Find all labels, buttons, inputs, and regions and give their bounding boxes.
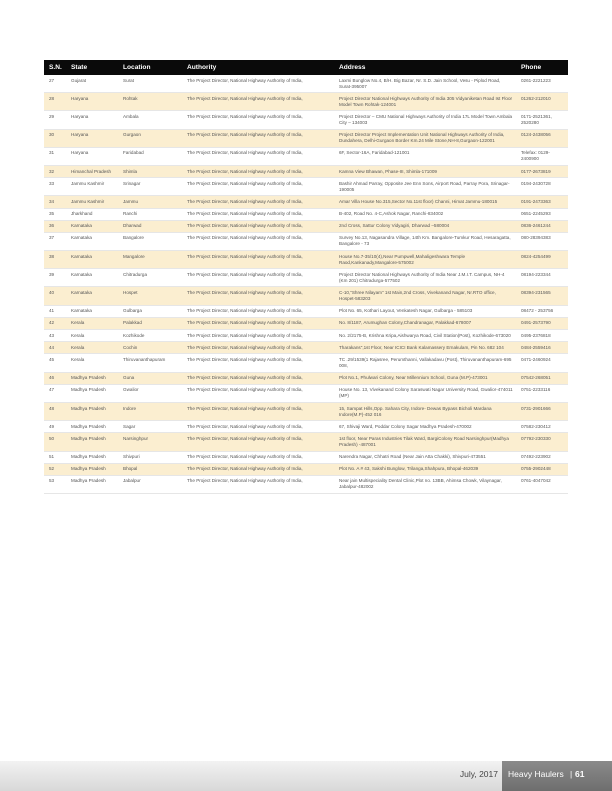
cell-state: Madhya Pradesh xyxy=(66,475,118,493)
cell-location: Kozhikode xyxy=(118,330,182,342)
cell-phone: 0731-2901666 xyxy=(516,402,568,420)
cell-sn: 47 xyxy=(44,384,66,402)
cell-address: Tharakans",1st Floor, Near ICICI Bank Kalamassery Ernakulam, Pin No. 682 104 xyxy=(334,342,516,354)
cell-sn: 40 xyxy=(44,287,66,305)
header-phone: Phone xyxy=(516,60,568,75)
cell-address: Laxmi Bunglow No.4, B/H. Big Bazar, Nr. S.D. Jain School, Vesu - Piplod Road, Surat-395007 xyxy=(334,75,516,93)
cell-authority: The Project Director, National Highway Authority of India, xyxy=(182,93,334,111)
cell-authority: The Project Director, National Highway Authority of India, xyxy=(182,111,334,129)
cell-address: Near jain Multispeciality Dental Clinic,Plot no. 13BB, Ahimsa Chowk, Vilaynagar, Jabalpur-482002 xyxy=(334,475,516,493)
cell-phone: 01262-212010 xyxy=(516,93,568,111)
cell-authority: The Project Director, National Highway Authority of India, xyxy=(182,232,334,250)
cell-sn: 38 xyxy=(44,251,66,269)
table-body xyxy=(44,75,568,494)
cell-sn: 31 xyxy=(44,147,66,165)
cell-address: 6F, Sector-16A, Faridabad-121001 xyxy=(334,147,516,165)
cell-state: Kerala xyxy=(66,342,118,354)
cell-location: Sagar xyxy=(118,421,182,433)
cell-authority: The Project Director, National Highway Authority of India, xyxy=(182,384,334,402)
cell-address: C-10,"Shree Nilayam" 1st Main,2nd Cross, Vivekanand Nagar, Nr.RTO office, Hospet-583203 xyxy=(334,287,516,305)
cell-address: Kamna View Bhawan, Phase-III, Shimla-171009 xyxy=(334,165,516,177)
cell-sn: 27 xyxy=(44,75,66,93)
cell-sn: 39 xyxy=(44,269,66,287)
cell-location: Palakkad xyxy=(118,317,182,329)
cell-phone: 0491-2573790 xyxy=(516,317,568,329)
cell-phone: 0191-2473363 xyxy=(516,196,568,208)
cell-state: Madhya Pradesh xyxy=(66,402,118,420)
table-row xyxy=(44,111,568,129)
cell-address: Bashir Ahmad Parray, Opposite Jee Enn Sons, Airport Road, Parray Pora, Srinagar-190005 xyxy=(334,178,516,196)
cell-sn: 32 xyxy=(44,165,66,177)
table-row xyxy=(44,475,568,493)
cell-authority: The Project Director, National Highway Authority of India, xyxy=(182,178,334,196)
cell-sn: 28 xyxy=(44,93,66,111)
cell-sn: 50 xyxy=(44,433,66,451)
cell-authority: The Project Director, National Highway Authority of India, xyxy=(182,421,334,433)
table-row xyxy=(44,251,568,269)
cell-state: Kerala xyxy=(66,354,118,372)
table-row xyxy=(44,433,568,451)
cell-authority: The Project Director, National Highway Authority of India, xyxy=(182,372,334,384)
footer-page-number: 61 xyxy=(575,769,585,779)
table-row xyxy=(44,342,568,354)
cell-authority: The Project Director, National Highway Authority of India, xyxy=(182,342,334,354)
cell-state: Jharkhand xyxy=(66,208,118,220)
cell-authority: The Project Director, National Highway Authority of India, xyxy=(182,165,334,177)
cell-authority: The Project Director, National Highway Authority of India, xyxy=(182,129,334,147)
cell-phone: 080-28394383 xyxy=(516,232,568,250)
cell-address: Plot No. A # 43, Sakshi Bunglow, Trilanga,Shahpura, Bhopal-462039 xyxy=(334,463,516,475)
table-row xyxy=(44,220,568,232)
cell-address: Project Director – CMU National Highways Authority of India 17L Model Town Ambala City – 134003 xyxy=(334,111,516,129)
cell-sn: 49 xyxy=(44,421,66,433)
header-location: Location xyxy=(118,60,182,75)
cell-location: Shimla xyxy=(118,165,182,177)
cell-location: Cochin xyxy=(118,342,182,354)
cell-state: Kerala xyxy=(66,330,118,342)
cell-state: Haryana xyxy=(66,111,118,129)
cell-location: Gulbarga xyxy=(118,305,182,317)
cell-location: Gurgaon xyxy=(118,129,182,147)
cell-authority: The Project Director, National Highway Authority of India, xyxy=(182,147,334,165)
cell-authority: The Project Director, National Highway Authority of India, xyxy=(182,451,334,463)
cell-address: House No.7-35/10(4),Near Pumpwell,Mahaligeshwara Temple Raod,Kankanady,Mangalore-575002 xyxy=(334,251,516,269)
header-authority: Authority xyxy=(182,60,334,75)
cell-phone: 0171-2521361, 2520280 xyxy=(516,111,568,129)
cell-location: Chitradurga xyxy=(118,269,182,287)
cell-location: Jammu xyxy=(118,196,182,208)
cell-address: B-402, Road No. 4-C,Ashok Nagar, Ranchi-834002 xyxy=(334,208,516,220)
cell-phone: 0761-4047042 xyxy=(516,475,568,493)
table-row xyxy=(44,269,568,287)
cell-address: 1st floor, Near Paras Industries Tilak Ward, BargiColony Road Narsinghpur(Madhya Pradesh) -487001 xyxy=(334,433,516,451)
cell-state: Gujarat xyxy=(66,75,118,93)
cell-authority: The Project Director, National Highway Authority of India, xyxy=(182,317,334,329)
nhai-office-directory-table xyxy=(44,60,568,494)
cell-state: Karnataka xyxy=(66,251,118,269)
cell-authority: The Project Director, National Highway Authority of India, xyxy=(182,402,334,420)
footer-separator: | xyxy=(570,769,573,779)
cell-address: Plot No. 65, Kothari Layout, Venkatesh Nagar, Gulbarga - 585103 xyxy=(334,305,516,317)
cell-phone: 08472 - 253756 xyxy=(516,305,568,317)
cell-sn: 52 xyxy=(44,463,66,475)
cell-authority: The Project Director, National Highway Authority of India, xyxy=(182,475,334,493)
cell-location: Bangalore xyxy=(118,232,182,250)
cell-address: House No. 13, Vivekanand Colony Saraswati Nagar University Road, Gwalior-474011 (MP) xyxy=(334,384,516,402)
table-row xyxy=(44,317,568,329)
cell-location: Gwalior xyxy=(118,384,182,402)
cell-phone: 0651-2245293 xyxy=(516,208,568,220)
cell-authority: The Project Director, National Highway Authority of India, xyxy=(182,330,334,342)
table-row xyxy=(44,372,568,384)
cell-location: Narsinghpur xyxy=(118,433,182,451)
cell-location: Ambala xyxy=(118,111,182,129)
table-row xyxy=(44,330,568,342)
cell-sn: 45 xyxy=(44,354,66,372)
cell-phone: 0824-4254499 xyxy=(516,251,568,269)
footer-date: July, 2017 xyxy=(459,769,498,779)
cell-sn: 29 xyxy=(44,111,66,129)
cell-sn: 34 xyxy=(44,196,66,208)
cell-sn: 33 xyxy=(44,178,66,196)
table-row xyxy=(44,305,568,317)
cell-state: Madhya Pradesh xyxy=(66,372,118,384)
cell-sn: 43 xyxy=(44,330,66,342)
table-row xyxy=(44,354,568,372)
table-row xyxy=(44,208,568,220)
cell-state: Haryana xyxy=(66,147,118,165)
cell-phone: Telefax: 0129-2400900 xyxy=(516,147,568,165)
cell-sn: 37 xyxy=(44,232,66,250)
cell-location: Mangalore xyxy=(118,251,182,269)
cell-authority: The Project Director, National Highway Authority of India, xyxy=(182,220,334,232)
cell-sn: 36 xyxy=(44,220,66,232)
cell-state: Madhya Pradesh xyxy=(66,433,118,451)
cell-address: No. 2/2175-B, Krishna Kripa,Aishwarya Road, Civil Station(Post), Kozhikode-673020 xyxy=(334,330,516,342)
cell-authority: The Project Director, National Highway Authority of India, xyxy=(182,208,334,220)
table-row xyxy=(44,178,568,196)
cell-phone: 0495-2376818 xyxy=(516,330,568,342)
table-row xyxy=(44,287,568,305)
cell-location: Hospet xyxy=(118,287,182,305)
cell-sn: 41 xyxy=(44,305,66,317)
cell-address: TC .29/1539(1 Rajasree, Perumthanni, Vallakadavu (Post), Thiruvananthapuram-695 008, xyxy=(334,354,516,372)
cell-location: Srinagar xyxy=(118,178,182,196)
cell-state: Himanchal Pradesh xyxy=(66,165,118,177)
cell-authority: The Project Director, National Highway Authority of India, xyxy=(182,433,334,451)
table-row xyxy=(44,147,568,165)
cell-phone: 0484-2559416 xyxy=(516,342,568,354)
cell-phone: 0194-2430728 xyxy=(516,178,568,196)
table-row xyxy=(44,451,568,463)
cell-authority: The Project Director, National Highway Authority of India, xyxy=(182,305,334,317)
cell-address: No. 8/1187, Arumughan Colony,Chandranagar, Palakkad-678007 xyxy=(334,317,516,329)
header-state: State xyxy=(66,60,118,75)
directory-sheet xyxy=(44,60,568,494)
footer-magazine-name: Heavy Haulers xyxy=(508,769,564,779)
cell-state: Jammu Kashmir xyxy=(66,178,118,196)
cell-phone: 08394-231565 xyxy=(516,287,568,305)
cell-state: Madhya Pradesh xyxy=(66,463,118,475)
cell-state: Karnataka xyxy=(66,232,118,250)
cell-phone: 0755-2902448 xyxy=(516,463,568,475)
table-header-row xyxy=(44,60,568,75)
cell-authority: The Project Director, National Highway Authority of India, xyxy=(182,463,334,475)
cell-state: Madhya Pradesh xyxy=(66,384,118,402)
cell-location: Jabalpur xyxy=(118,475,182,493)
cell-phone: 0124-2438056 xyxy=(516,129,568,147)
cell-address: 2nd Cross, Sattur Colony Vidyagiri, Dharwad –580004 xyxy=(334,220,516,232)
table-row xyxy=(44,463,568,475)
cell-phone: 0751-2233116 xyxy=(516,384,568,402)
cell-state: Haryana xyxy=(66,93,118,111)
cell-address: 67, Shivaji Ward, Poddar Colony Sagar Madhya Pradesh-470002 xyxy=(334,421,516,433)
cell-state: Karnataka xyxy=(66,287,118,305)
cell-state: Madhya Pradesh xyxy=(66,451,118,463)
cell-location: Dharwad xyxy=(118,220,182,232)
cell-phone: 0471-2460924 xyxy=(516,354,568,372)
cell-state: Madhya Pradesh xyxy=(66,421,118,433)
cell-state: Karnataka xyxy=(66,220,118,232)
table-row xyxy=(44,93,568,111)
cell-state: Jammu Kashmir xyxy=(66,196,118,208)
cell-sn: 51 xyxy=(44,451,66,463)
table-row xyxy=(44,165,568,177)
cell-state: Haryana xyxy=(66,129,118,147)
cell-location: Surat xyxy=(118,75,182,93)
cell-location: Shivpuri xyxy=(118,451,182,463)
cell-location: Indore xyxy=(118,402,182,420)
cell-authority: The Project Director, National Highway Authority of India, xyxy=(182,269,334,287)
cell-authority: The Project Director, National Highway Authority of India, xyxy=(182,287,334,305)
cell-phone: 07492-223902 xyxy=(516,451,568,463)
table-row xyxy=(44,196,568,208)
cell-location: Guna xyxy=(118,372,182,384)
cell-state: Karnataka xyxy=(66,269,118,287)
header-address: Address xyxy=(334,60,516,75)
cell-sn: 46 xyxy=(44,372,66,384)
cell-authority: The Project Director, National Highway Authority of India, xyxy=(182,75,334,93)
cell-address: Project Director National Highways Authority of India Near J.M.I.T. Campus, NH-4 (Km 201) Chitradurga-577502 xyxy=(334,269,516,287)
cell-sn: 53 xyxy=(44,475,66,493)
cell-state: Kerala xyxy=(66,317,118,329)
cell-authority: The Project Director, National Highway Authority of India, xyxy=(182,354,334,372)
cell-phone: 0261-2221223 xyxy=(516,75,568,93)
cell-address: Project Director National Highways Authority of India 305 Vidyaniketan Road Ist Floor Model Town Rohtak-124001 xyxy=(334,93,516,111)
cell-phone: 07542-268051 xyxy=(516,372,568,384)
cell-phone: 08194-223344 xyxy=(516,269,568,287)
table-row xyxy=(44,232,568,250)
cell-location: Bhopal xyxy=(118,463,182,475)
cell-sn: 44 xyxy=(44,342,66,354)
table-row xyxy=(44,402,568,420)
cell-state: Karnataka xyxy=(66,305,118,317)
table-row xyxy=(44,384,568,402)
cell-address: 15, Sampat Hills,Opp. Sahara City, Indore- Dewas Bypass Bicholi Mardana Indore(M.P)-452 016 xyxy=(334,402,516,420)
cell-location: Thiruvananthapuram xyxy=(118,354,182,372)
cell-authority: The Project Director, National Highway Authority of India, xyxy=(182,251,334,269)
header-sn: S.N. xyxy=(44,60,66,75)
cell-address: Amar Villa House No.315,Sector No.11st floor) Channi, Himat Jammu-180015 xyxy=(334,196,516,208)
table-row xyxy=(44,75,568,93)
cell-phone: 0177-2673819 xyxy=(516,165,568,177)
cell-sn: 30 xyxy=(44,129,66,147)
cell-location: Faridabad xyxy=(118,147,182,165)
cell-location: Rohtak xyxy=(118,93,182,111)
cell-phone: 07582-230412 xyxy=(516,421,568,433)
table-row xyxy=(44,129,568,147)
cell-address: Project Director Project Implementation Unit National Highways Authority of India, Dundahera, Delhi-Gurgaon Border Km.24 Mile Stone,NH-8,Gurgaon-122001 xyxy=(334,129,516,147)
cell-location: Ranchi xyxy=(118,208,182,220)
cell-address: Plot No.1, Phulwari Colony, Near Millennium School, Guna (M.P)-473001 xyxy=(334,372,516,384)
cell-address: Narendra Nagar, Chhatri Road (Near Jain Atta Chakki), Shivpuri-473551 xyxy=(334,451,516,463)
cell-phone: 0836-2461244 xyxy=(516,220,568,232)
table-row xyxy=(44,421,568,433)
cell-sn: 35 xyxy=(44,208,66,220)
cell-phone: 07792-230330 xyxy=(516,433,568,451)
cell-authority: The Project Director, National Highway Authority of India, xyxy=(182,196,334,208)
cell-address: Survey No.13, Nagasandra Village, 14th Km. Bangalore-Tumkur Road, Hesaragatta, Bangalore - 73 xyxy=(334,232,516,250)
cell-sn: 48 xyxy=(44,402,66,420)
cell-sn: 42 xyxy=(44,317,66,329)
